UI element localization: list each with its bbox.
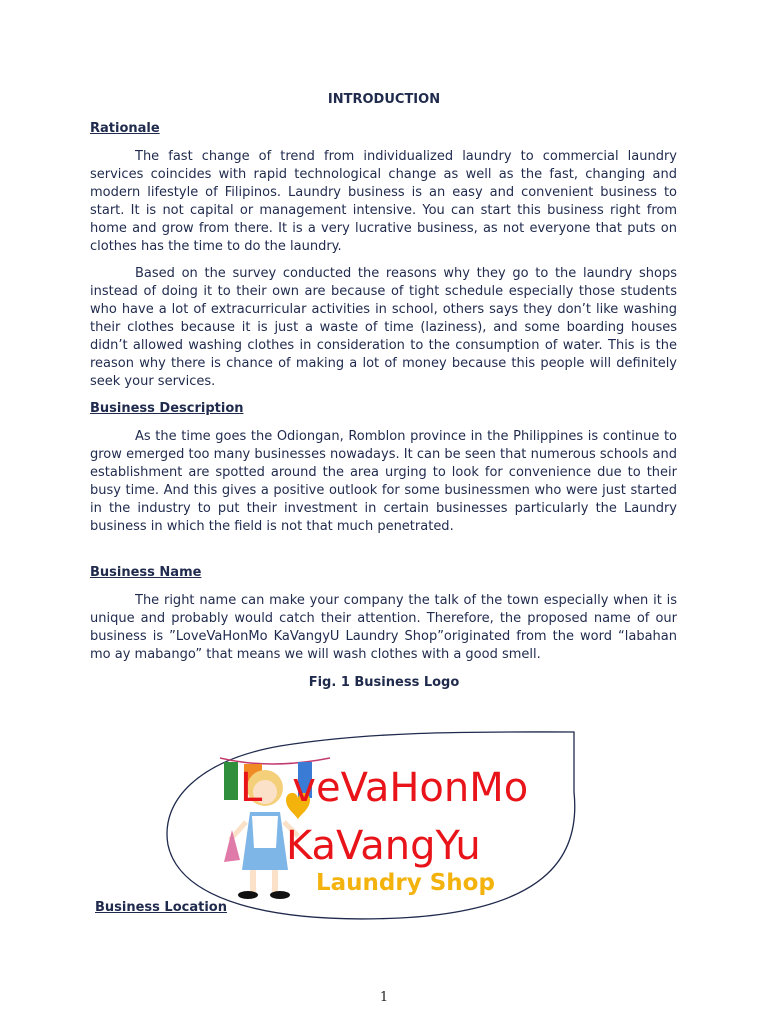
logo-name-line1: L veVaHonMo xyxy=(240,765,529,811)
rationale-paragraph-1: The fast change of trend from individualized laundry to commercial laundry services coincides with rapid technological change as well as the fast, changing and modern lifestyle of Filipinos. Laundry business is an easy and convenient business to start. It is not capital or management intensive. You can start this business right from home and grow from there. It is a very lucrative business, as not everyone that puts on clothes has the time to do the laundry. xyxy=(90,149,677,254)
logo-tagline: Laundry Shop xyxy=(316,870,495,896)
business-logo xyxy=(160,730,605,920)
name-heading: Business Name xyxy=(90,565,202,580)
name-paragraph: The right name can make your company the talk of the town especially when it is unique and probably would catch their attention. Therefore, the proposed name of our business is ”LoveVaHonMo KaVangyU Laundry Shop”originated from the word “labahan mo ay mabango” that means we will wash clothes with a good smell. xyxy=(90,593,677,662)
hanging-cloth-green xyxy=(224,762,238,800)
page-number: 1 xyxy=(379,990,389,1005)
page-title: INTRODUCTION xyxy=(327,92,441,107)
logo-name-line2: KaVangYu xyxy=(286,823,481,869)
rationale-paragraph-2: Based on the survey conducted the reasons why they go to the laundry shops instead of doing it to their own are because of tight schedule especially those students who have a lot of extracurricular activities in school, others says they don’t like washing their clothes because it is just a waste of time (laziness), and some boarding houses didn’t allowed washing clothes in consideration to the consumption of water. This is the reason why there is chance of making a lot of money because this people will definitely seek your services. xyxy=(90,266,677,389)
location-heading: Business Location xyxy=(95,900,227,915)
description-paragraph: As the time goes the Odiongan, Romblon province in the Philippines is continue to grow emerged too many businesses nowadays. It can be seen that numerous schools and establishment are spotted around the area urging to look for convenience due to their busy time. And this gives a positive outlook for some businessmen who were just started in the industry to put their investment in certain businesses particularly the Laundry business in which the field is not that much penetrated. xyxy=(90,429,677,534)
rationale-heading: Rationale xyxy=(90,121,160,136)
figure-caption: Fig. 1 Business Logo xyxy=(308,675,460,690)
description-heading: Business Description xyxy=(90,401,244,416)
